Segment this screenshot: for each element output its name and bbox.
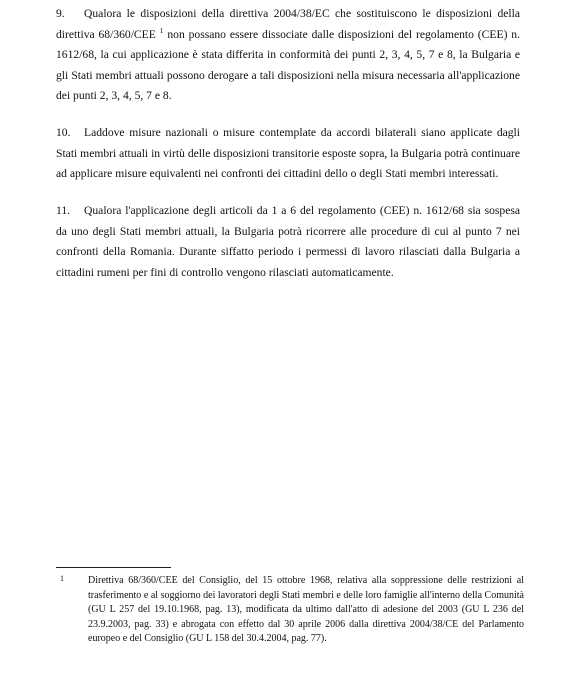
footnote-text: Direttiva 68/360/CEE del Consiglio, del 15 ottobre 1968, relativa alla soppressione delle restrizioni al trasferimento e al soggiorno dei lavoratori degli Stati membri e delle loro famiglie all'interno della Comunità (GU L 257 del 19.10.1968, pag. 13), modificata da ultimo dall'atto di adesione del 2003 (GU L 236 del 23.9.2003, pag. 33) e abrogata con effetto dal 30 aprile 2006 dalla direttiva 2004/38/CE del Parlamento europeo e del Consiglio (GU L 158 del 30.4.2004, pag. 77). <box>88 575 524 645</box>
footnote-divider <box>56 567 171 568</box>
paragraph-11 <box>56 201 520 283</box>
paragraph-number: 10. <box>56 126 71 139</box>
paragraph-text: Qualora l'applicazione degli articoli da 1 a 6 del regolamento (CEE) n. 1612/68 sia sospesa da uno degli Stati membri attuali, la Bulgaria potrà ricorrere alle procedure di cui al punto 7 nei confronti della Romania. Durante siffatto periodo i permessi di lavoro rilasciati dalla Bulgaria a cittadini rumeni per fini di controllo vengono rilasciati automaticamente. <box>56 204 520 279</box>
paragraph-10 <box>56 123 520 185</box>
paragraph-text-continued: non possano essere dissociate dalle disposizioni del regolamento (CEE) n. 1612/68, la cui applicazione è stata differita in conformità dei punti 2, 3, 4, 5, 7 e 8, la Bulgaria e gli Stati membri attuali possono derogare a tali disposizioni nella misura necessaria all'applicazione dei punti 2, 3, 4, 5, 7 e 8. <box>56 27 520 102</box>
footnote-reference: 1 <box>159 25 164 35</box>
footnote-mark: 1 <box>60 574 64 583</box>
paragraph-text: Qualora le disposizioni della direttiva 2004/38/EC che sostituiscono le disposizioni della direttiva 68/360/CEE <box>56 7 520 41</box>
paragraph-number: 11. <box>56 204 71 217</box>
paragraph-9 <box>56 4 520 107</box>
paragraph-text: Laddove misure nazionali o misure contemplate da accordi bilaterali siano applicate dagli Stati membri attuali in virtù delle disposizioni transitorie esposte sopra, la Bulgaria potrà continuare ad applicare misure equivalenti nei confronti dei cittadini dello o degli Stati membri interessati. <box>56 126 520 180</box>
paragraph-number: 9. <box>56 7 65 20</box>
footnote <box>56 574 524 647</box>
